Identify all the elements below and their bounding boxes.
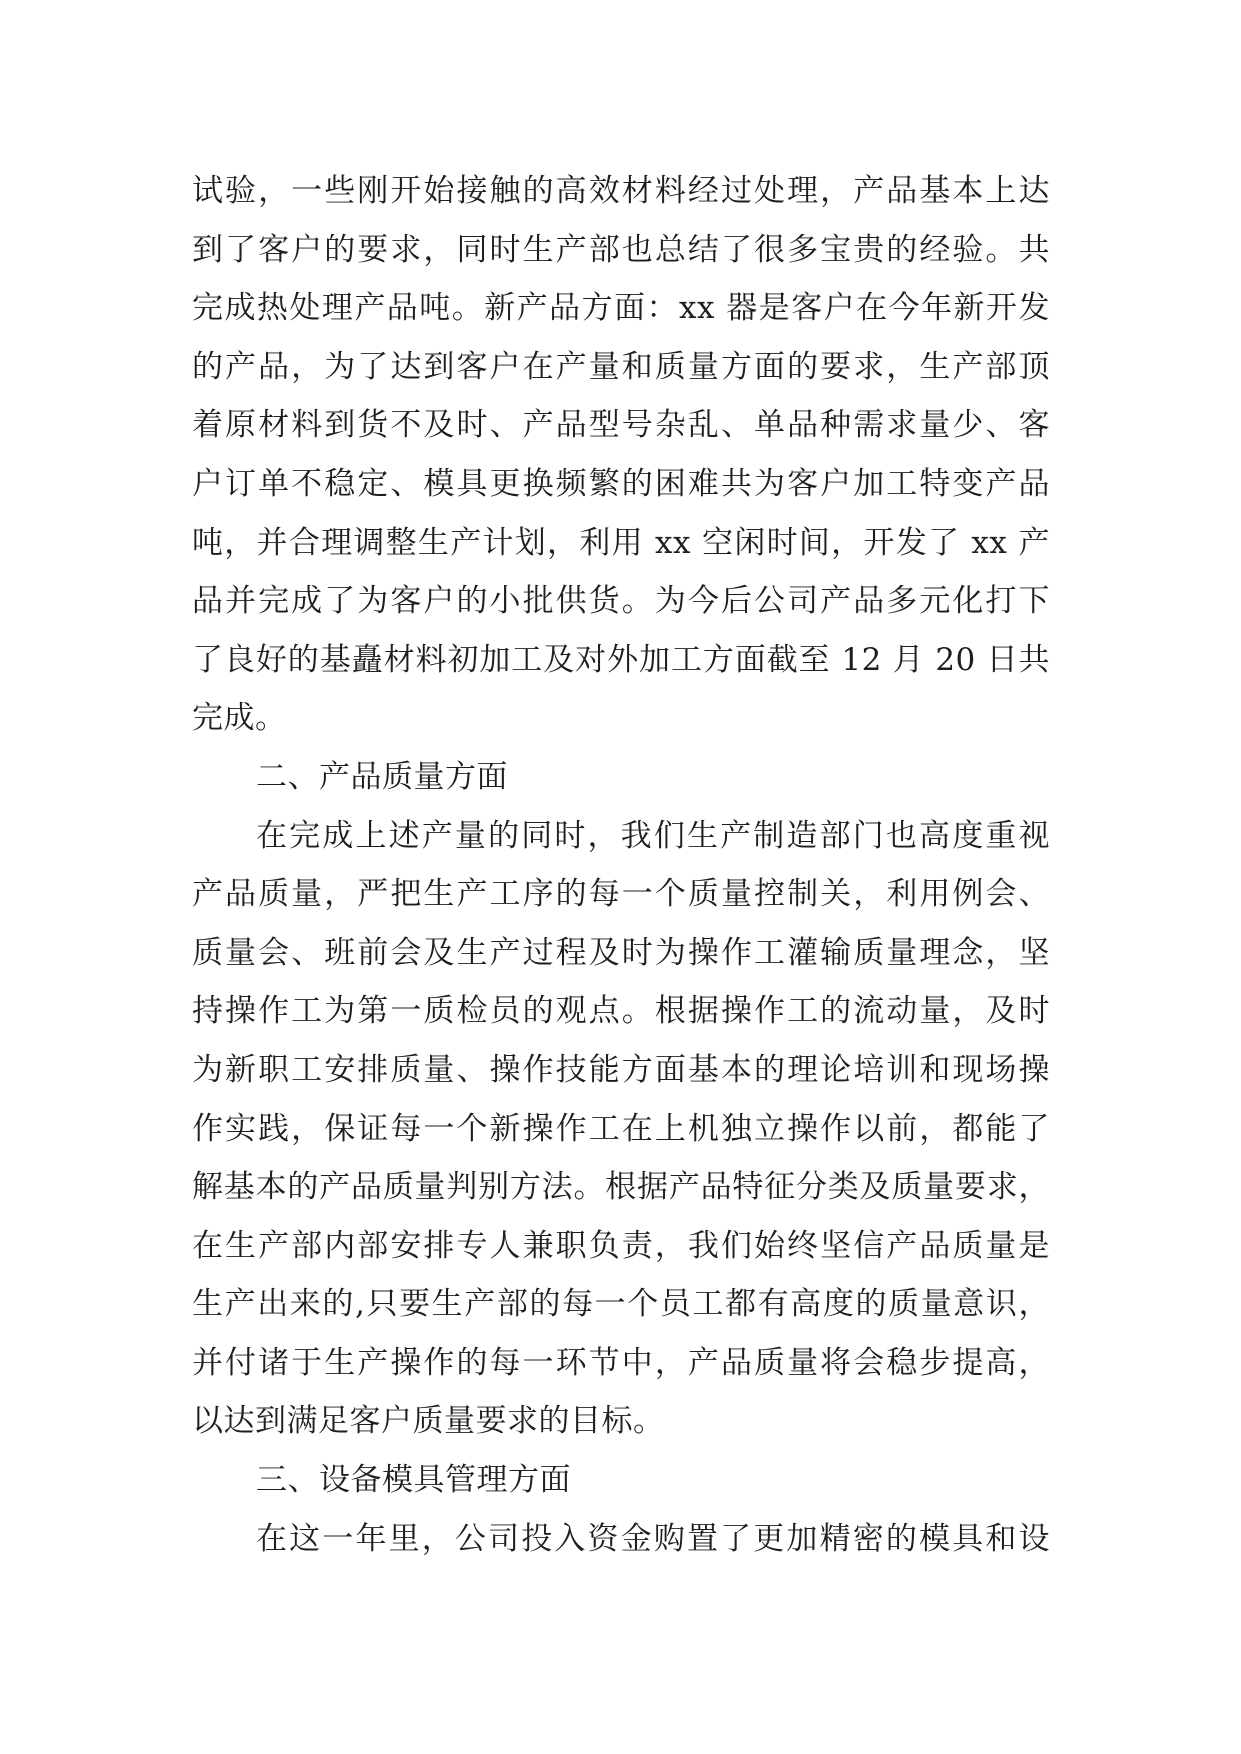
text-line: 持操作工为第一质检员的观点。根据操作工的流动量，及时 [192,993,1050,1030]
text-line: 了良好的基矗材料初加工及对外加工方面截至 12 月 20 日共 [192,641,1050,678]
text-line: 的产品，为了达到客户在产量和质量方面的要求，生产部顶 [192,348,1050,385]
document-body [192,162,1050,1568]
text-line: 为新职工安排质量、操作技能方面基本的理论培训和现场操 [192,1051,1050,1088]
text-line: 以达到满足客户质量要求的目标。 [192,1403,665,1440]
text-line: 作实践，保证每一个新操作工在上机独立操作以前，都能了 [192,1110,1050,1147]
text-line: 试验，一些刚开始接触的高效材料经过处理，产品基本上达 [192,173,1050,209]
text-line: 完成。 [192,700,287,737]
text-line: 生产出来的,只要生产部的每一个员工都有高度的质量意识， [192,1286,1050,1323]
text-line: 解基本的产品质量判别方法。根据产品特征分类及质量要求， [192,1169,1050,1206]
text-line: 吨，并合理调整生产计划，利用 xx 空闲时间，开发了 xx 产 [192,524,1050,561]
text-line: 产品质量，严把生产工序的每一个质量控制关，利用例会、 [192,876,1050,913]
text-line: 户订单不稳定、模具更换频繁的困难共为客户加工特变产品 [192,465,1050,502]
text-line: 完成热处理产品吨。新产品方面：xx 器是客户在今年新开发 [192,290,1050,327]
section-heading: 三、设备模具管理方面 [256,1462,571,1499]
text-line: 质量会、班前会及生产过程及时为操作工灌输质量理念，坚 [192,934,1050,971]
text-line: 在这一年里，公司投入资金购置了更加精密的模具和设 [256,1520,1050,1557]
text-line: 到了客户的要求，同时生产部也总结了很多宝贵的经验。共 [192,231,1050,268]
text-line: 着原材料到货不及时、产品型号杂乱、单品种需求量少、客 [192,407,1050,444]
text-line: 并付诸于生产操作的每一环节中，产品质量将会稳步提高， [192,1344,1050,1381]
section-heading: 二、产品质量方面 [256,758,508,795]
text-line: 在生产部内部安排专人兼职负责，我们始终坚信产品质量是 [192,1227,1050,1264]
text-line: 在完成上述产量的同时，我们生产制造部门也高度重视 [256,817,1050,854]
text-line: 品并完成了为客户的小批供货。为今后公司产品多元化打下 [192,583,1050,620]
